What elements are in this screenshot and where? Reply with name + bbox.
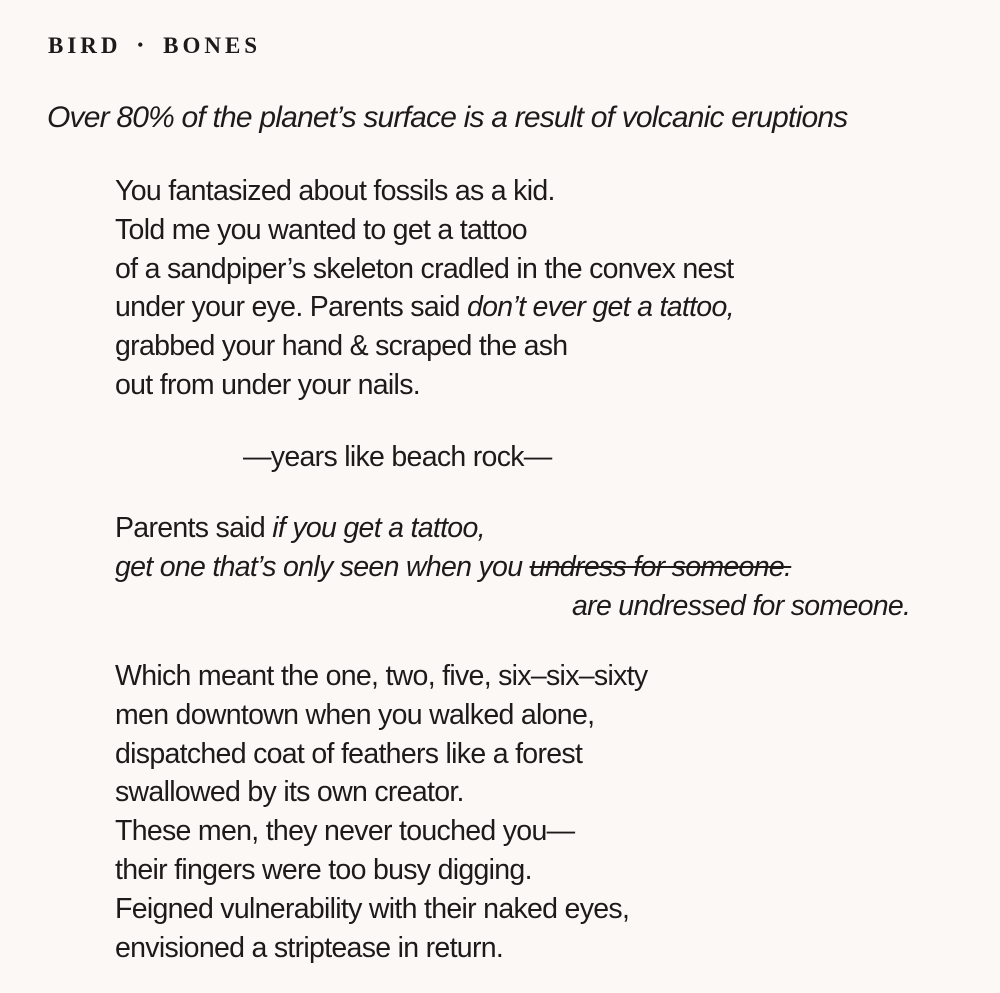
header-left: BIRD	[48, 33, 122, 58]
header-separator: •	[137, 37, 148, 54]
poem-line: grabbed your hand & scraped the ash	[115, 330, 568, 363]
poem-line	[115, 509, 791, 548]
header-right: BONES	[163, 33, 262, 58]
poem-line: You fantasized about fossils as a kid.	[115, 175, 555, 207]
poem-line: men downtown when you walked alone,	[115, 698, 595, 731]
poem-line: envisioned a striptease in return.	[115, 931, 504, 964]
poem-line: Feigned vulnerability with their naked eyes,	[115, 892, 630, 925]
poem-line: of a sandpiper’s skeleton cradled in the convex nest	[115, 252, 734, 285]
interlude-line: —years like beach rock—	[243, 441, 552, 473]
stanza-3	[115, 657, 647, 967]
poem-line: out from under your nails.	[115, 368, 420, 401]
poem-line: dispatched coat of feathers like a forest	[115, 737, 583, 770]
line-text: Parents said	[115, 512, 273, 544]
poem-line	[115, 288, 734, 327]
line-italic-text: if you get a tattoo,	[272, 512, 485, 544]
line-text: under your eye. Parents said	[115, 291, 467, 324]
poem-line: Which meant the one, two, five, six–six–sixty	[115, 660, 648, 692]
stanza-2	[115, 509, 791, 587]
poem-line-indented: are undressed for someone.	[572, 590, 911, 622]
poem-line: These men, they never touched you—	[115, 815, 575, 848]
line-italic-text: don’t ever get a tattoo,	[467, 291, 734, 324]
line-italic-text: get one that’s only seen when you	[115, 550, 530, 583]
poem-line	[115, 548, 791, 587]
page-header	[48, 33, 261, 59]
poem-line: their fingers were too busy digging.	[115, 853, 532, 886]
stanza-1	[115, 172, 734, 405]
struck-text: undress for someone.	[529, 550, 792, 583]
poem-subtitle: Over 80% of the planet’s surface is a result of volcanic eruptions	[47, 101, 848, 134]
poem-line: Told me you wanted to get a tattoo	[115, 213, 527, 246]
poem-line: swallowed by its own creator.	[115, 776, 464, 809]
